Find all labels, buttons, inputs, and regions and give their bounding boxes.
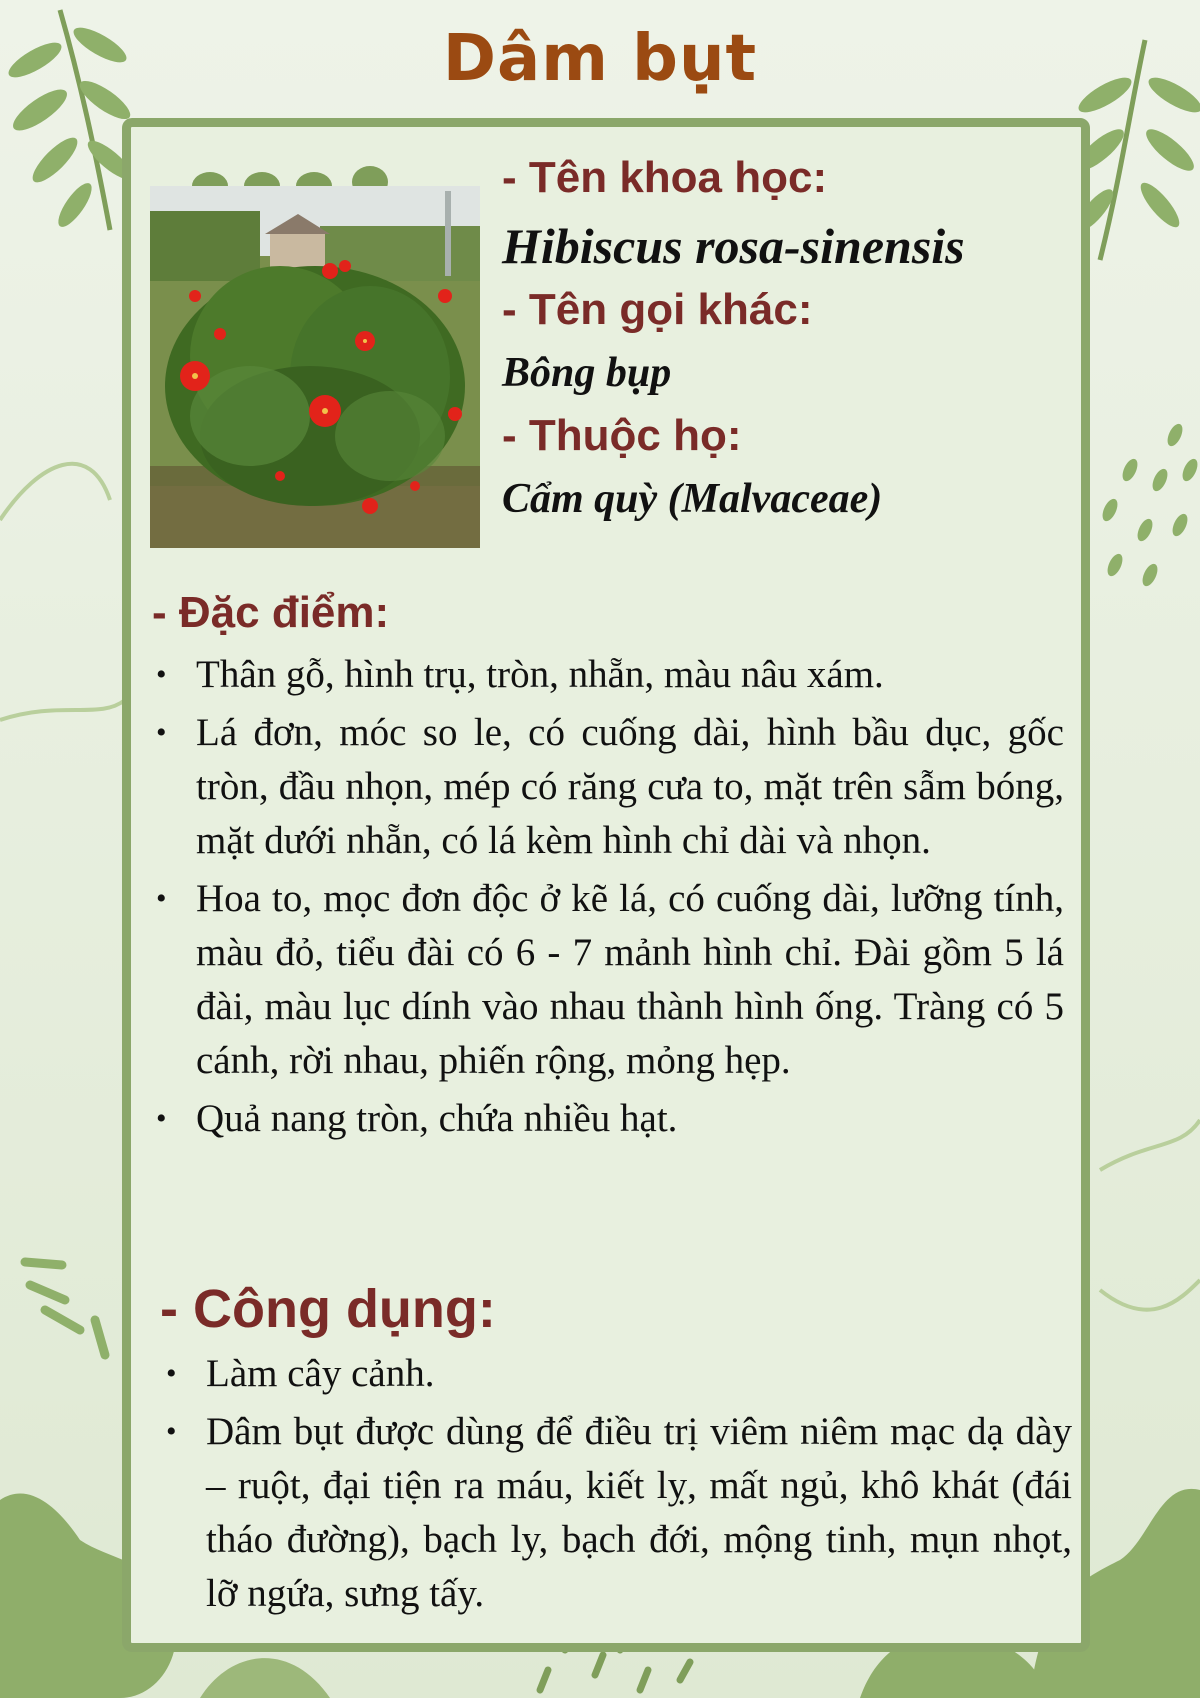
list-item: • Hoa to, mọc đơn độc ở kẽ lá, có cuống dài, lưỡng tính, màu đỏ, tiểu đài có 6 - 7 mảnh hình chỉ. Đài gồm 5 lá đài, màu lục dính vào nhau thành hình ống. Tràng có 5 cánh, rời nhau, phiến rộng, mỏng hẹp.	[152, 872, 1064, 1088]
uses-heading: - Công dụng:	[160, 1279, 496, 1339]
uses-list	[162, 1347, 1072, 1625]
hibiscus-plant-photo	[150, 186, 480, 548]
list-item: • Lá đơn, móc so le, có cuống dài, hình bầu dục, gốc tròn, đầu nhọn, mép có răng cưa to, mặt trên sẫm bóng, mặt dưới nhẵn, có lá kèm hình chỉ dài và nhọn.	[152, 706, 1064, 868]
list-item: • Dâm bụt được dùng để điều trị viêm niêm mạc dạ dày – ruột, đại tiện ra máu, kiết lỵ, mất ngủ, khô khát (đái tháo đường), bạch ly, bạch đới, mộng tinh, mụn nhọt, lỡ ngứa, sưng tấy.	[162, 1405, 1072, 1621]
plant-info	[502, 152, 1062, 536]
family-name: Cẩm quỳ (Malvaceae)	[502, 476, 883, 522]
list-item: • Thân gỗ, hình trụ, tròn, nhẵn, màu nâu xám.	[152, 648, 1064, 702]
page-title: Dâm bụt	[442, 22, 758, 96]
scientific-name-label: - Tên khoa học:	[502, 153, 828, 202]
other-name-label: - Tên gọi khác:	[502, 285, 813, 334]
family-label: - Thuộc họ:	[502, 411, 742, 460]
features-heading: - Đặc điểm:	[152, 588, 390, 637]
scientific-name: Hibiscus rosa-sinensis	[502, 218, 965, 274]
list-item: • Quả nang tròn, chứa nhiều hạt.	[152, 1092, 1064, 1146]
list-item: • Làm cây cảnh.	[162, 1347, 1072, 1401]
features-list	[152, 648, 1064, 1150]
other-name: Bông bụp	[502, 350, 672, 396]
